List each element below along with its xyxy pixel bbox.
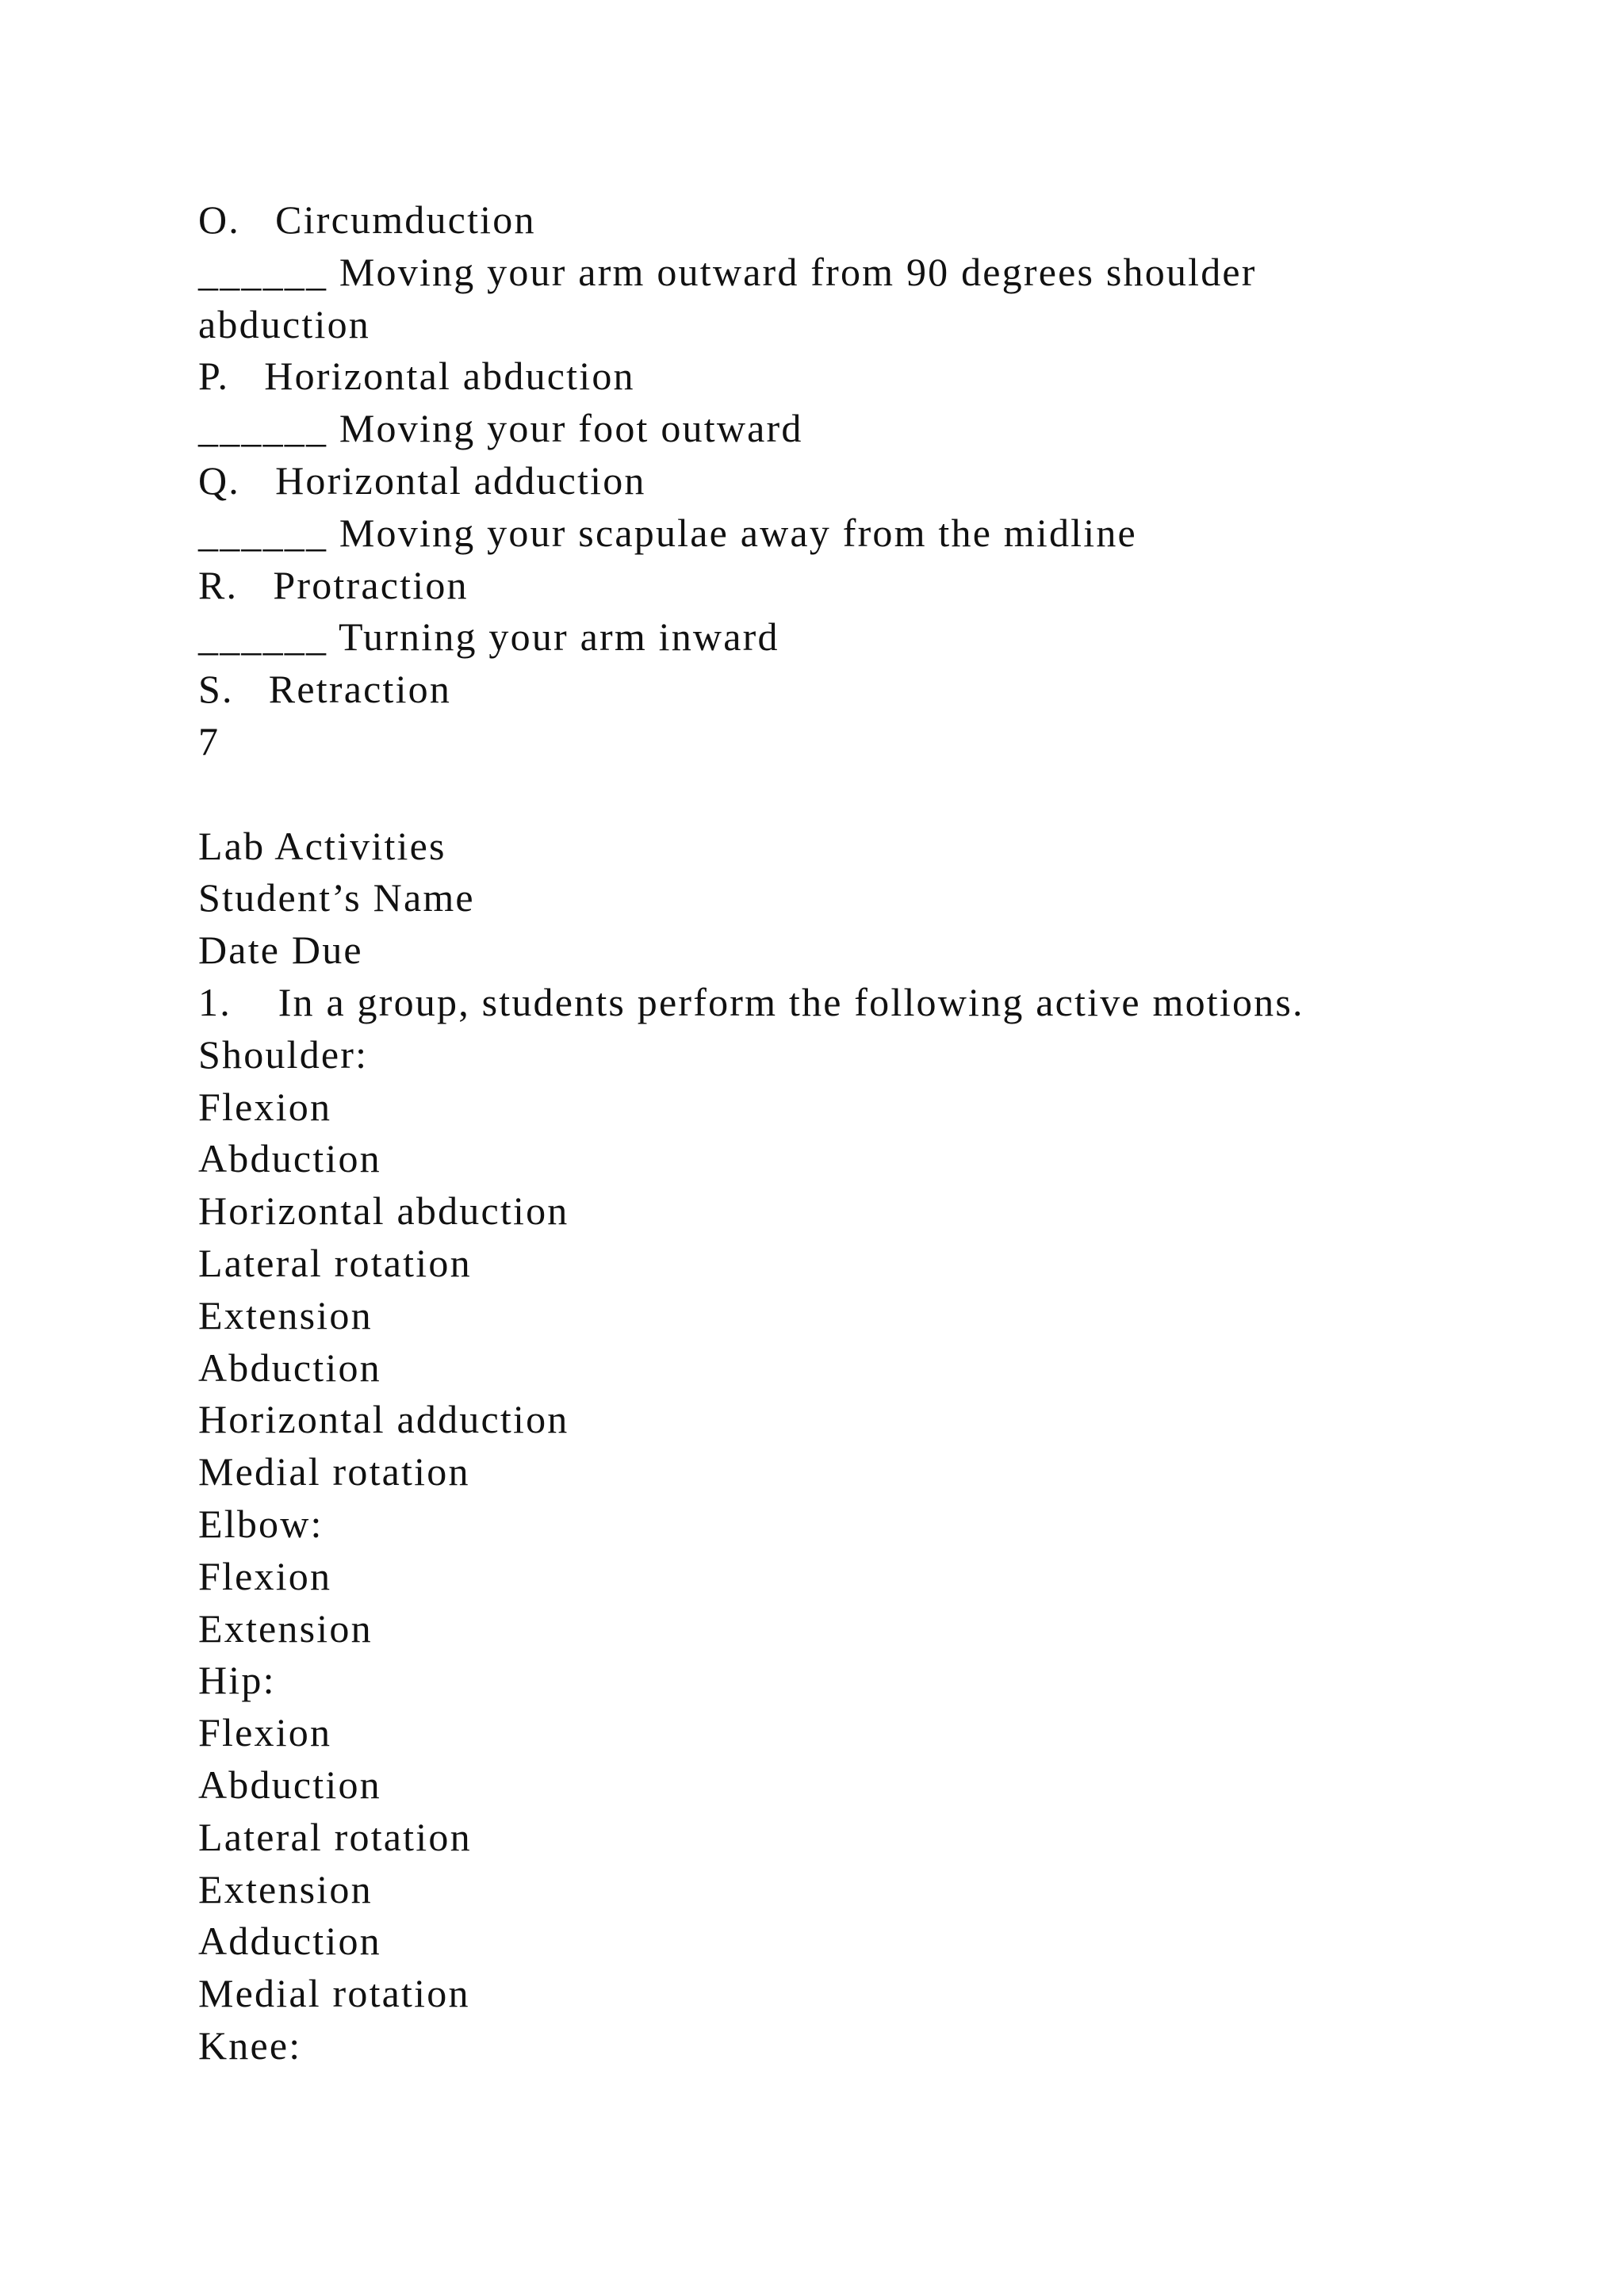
motion-item: Horizontal adduction bbox=[198, 1397, 569, 1442]
motion-item: Adduction bbox=[198, 1919, 381, 1964]
date-due-label: Date Due bbox=[198, 928, 363, 973]
motion-item: Medial rotation bbox=[198, 1449, 470, 1494]
blank-line bbox=[198, 768, 1594, 821]
matching-blank-line: ______ Turning your arm inward bbox=[198, 614, 779, 660]
joint-heading-elbow: Elbow: bbox=[198, 1501, 324, 1546]
section-title: Lab Activities bbox=[198, 823, 446, 868]
joint-heading-knee: Knee: bbox=[198, 2022, 302, 2068]
motion-item: Extension bbox=[198, 1605, 373, 1651]
matching-option-o: O. Circumduction bbox=[198, 197, 536, 242]
motion-item: Abduction bbox=[198, 1136, 381, 1181]
matching-blank-line: ______ Moving your arm outward from 90 degrees shoulder bbox=[198, 249, 1257, 294]
matching-option-s: S. Retraction bbox=[198, 667, 452, 712]
motion-item: Flexion bbox=[198, 1084, 332, 1129]
joint-heading-hip: Hip: bbox=[198, 1658, 276, 1703]
student-name-label: Student’s Name bbox=[198, 875, 475, 920]
matching-blank-line: ______ Moving your scapulae away from the midline bbox=[198, 510, 1137, 555]
motion-item: Lateral rotation bbox=[198, 1814, 472, 1859]
motion-item: Abduction bbox=[198, 1345, 381, 1390]
motion-item: Flexion bbox=[198, 1553, 332, 1598]
motion-item: Lateral rotation bbox=[198, 1240, 472, 1285]
matching-option-p: P. Horizontal abduction bbox=[198, 354, 635, 399]
matching-blank-line: ______ Moving your foot outward bbox=[198, 406, 803, 451]
motion-item: Horizontal abduction bbox=[198, 1188, 569, 1234]
motion-item: Extension bbox=[198, 1292, 373, 1337]
motion-item: Medial rotation bbox=[198, 1971, 470, 2016]
motion-item: Abduction bbox=[198, 1762, 381, 1807]
motion-item: Extension bbox=[198, 1866, 373, 1911]
matching-option-q: Q. Horizontal adduction bbox=[198, 457, 646, 503]
motion-item: Flexion bbox=[198, 1710, 332, 1755]
matching-blank-line-continuation: abduction bbox=[198, 301, 370, 346]
matching-option-r: R. Protraction bbox=[198, 562, 469, 607]
page-number: 7 bbox=[198, 718, 220, 763]
joint-heading-shoulder: Shoulder: bbox=[198, 1031, 369, 1077]
document-text bbox=[198, 194, 1594, 2072]
activity-instruction: 1. In a group, students perform the following active motions. bbox=[198, 979, 1304, 1024]
